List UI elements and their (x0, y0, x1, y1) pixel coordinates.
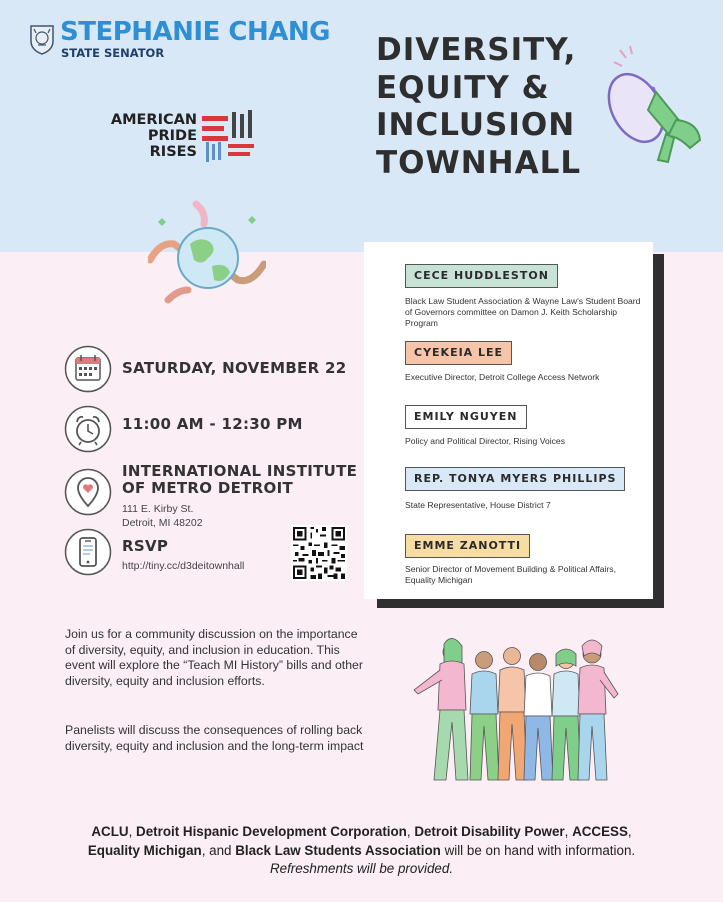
senator-name: STEPHANIE CHANG (60, 17, 330, 47)
partner-org: Equality Michigan (87, 842, 202, 858)
footer-partners (20, 823, 703, 879)
panelist-name: REP. TONYA MYERS PHILLIPS (405, 467, 625, 491)
partner-org: ACLU (91, 824, 129, 839)
megaphone-icon (600, 40, 712, 170)
footer-separator: , (564, 824, 573, 839)
panelist-affiliation: Executive Director, Detroit College Access Network (405, 372, 600, 382)
event-title (376, 32, 581, 182)
panelist-affiliation: Black Law Student Association & Wayne Law's Student Board of Governors committee on Damon J. Keith Scholarship Program (405, 296, 641, 328)
refreshments-note: Refreshments will be provided. (269, 861, 454, 876)
calendar-icon (64, 345, 112, 393)
brand-line1: AMERICAN (110, 112, 197, 128)
partner-org: ACCESS (572, 824, 628, 839)
rsvp-link[interactable]: http://tiny.cc/d3deitownhall (122, 560, 245, 572)
venue-address (122, 502, 203, 530)
brand-line2: PRIDE (147, 128, 197, 144)
title-line4: TOWNHALL (376, 144, 582, 181)
rsvp-label: RSVP (122, 537, 169, 555)
address-line1: 111 E. Kirby St. (122, 503, 194, 515)
panelist-name: EMILY NGUYEN (405, 405, 527, 429)
panelist-name: EMME ZANOTTI (405, 534, 530, 558)
address-line2: Detroit, MI 48202 (122, 517, 203, 529)
title-line3: INCLUSION (376, 107, 576, 143)
footer-separator: , and (201, 842, 236, 858)
location-pin-icon (64, 468, 112, 516)
state-seal-icon (28, 23, 56, 55)
partner-org: Black Law Students Association (235, 842, 441, 858)
partner-org: Detroit Hispanic Development Corporation (136, 824, 407, 839)
event-time: 11:00 AM - 12:30 PM (122, 415, 303, 433)
partner-org: Detroit Disability Power (414, 824, 565, 839)
venue-line2: OF METRO DETROIT (122, 479, 293, 497)
panelist-name: CYEKEIA LEE (405, 341, 512, 365)
footer-tail: will be on hand with information. (440, 842, 636, 858)
senator-role: STATE SENATOR (61, 46, 165, 60)
brand-line3: RISES (149, 144, 197, 160)
panelist-name: CECE HUDDLESTON (405, 264, 558, 288)
alarm-clock-icon (64, 405, 112, 453)
panelist-affiliation: Senior Director of Movement Building & Political Affairs, Equality Michigan (405, 564, 616, 585)
footer-separator: , (128, 824, 137, 839)
event-date: SATURDAY, NOVEMBER 22 (122, 359, 347, 377)
description-paragraph: Join us for a community discussion on the importance of diversity, equity, and inclusion in education. This event will explore the “Teach MI History” bills and other diversity, equity and inclusion efforts. (65, 627, 363, 688)
event-venue (122, 463, 357, 497)
footer-separator: , (406, 824, 415, 839)
phone-icon (64, 528, 112, 576)
venue-line1: INTERNATIONAL INSTITUTE (122, 462, 358, 480)
qr-code[interactable] (291, 525, 347, 581)
brand-logo-text (97, 112, 197, 160)
footer-separator: , (627, 824, 632, 839)
brand-stripes-icon (200, 110, 260, 166)
panelist-affiliation: Policy and Political Director, Rising Voices (405, 436, 566, 446)
crowd-illustration (400, 630, 625, 795)
description-paragraph: Panelists will discuss the consequences of rolling back diversity, equity and inclusion and the long-term impact (65, 723, 364, 753)
title-line2: EQUITY & (376, 69, 550, 106)
panelist-affiliation: State Representative, House District 7 (405, 500, 551, 510)
globe-hands-illustration (148, 200, 266, 308)
title-line1: DIVERSITY, (376, 32, 577, 68)
